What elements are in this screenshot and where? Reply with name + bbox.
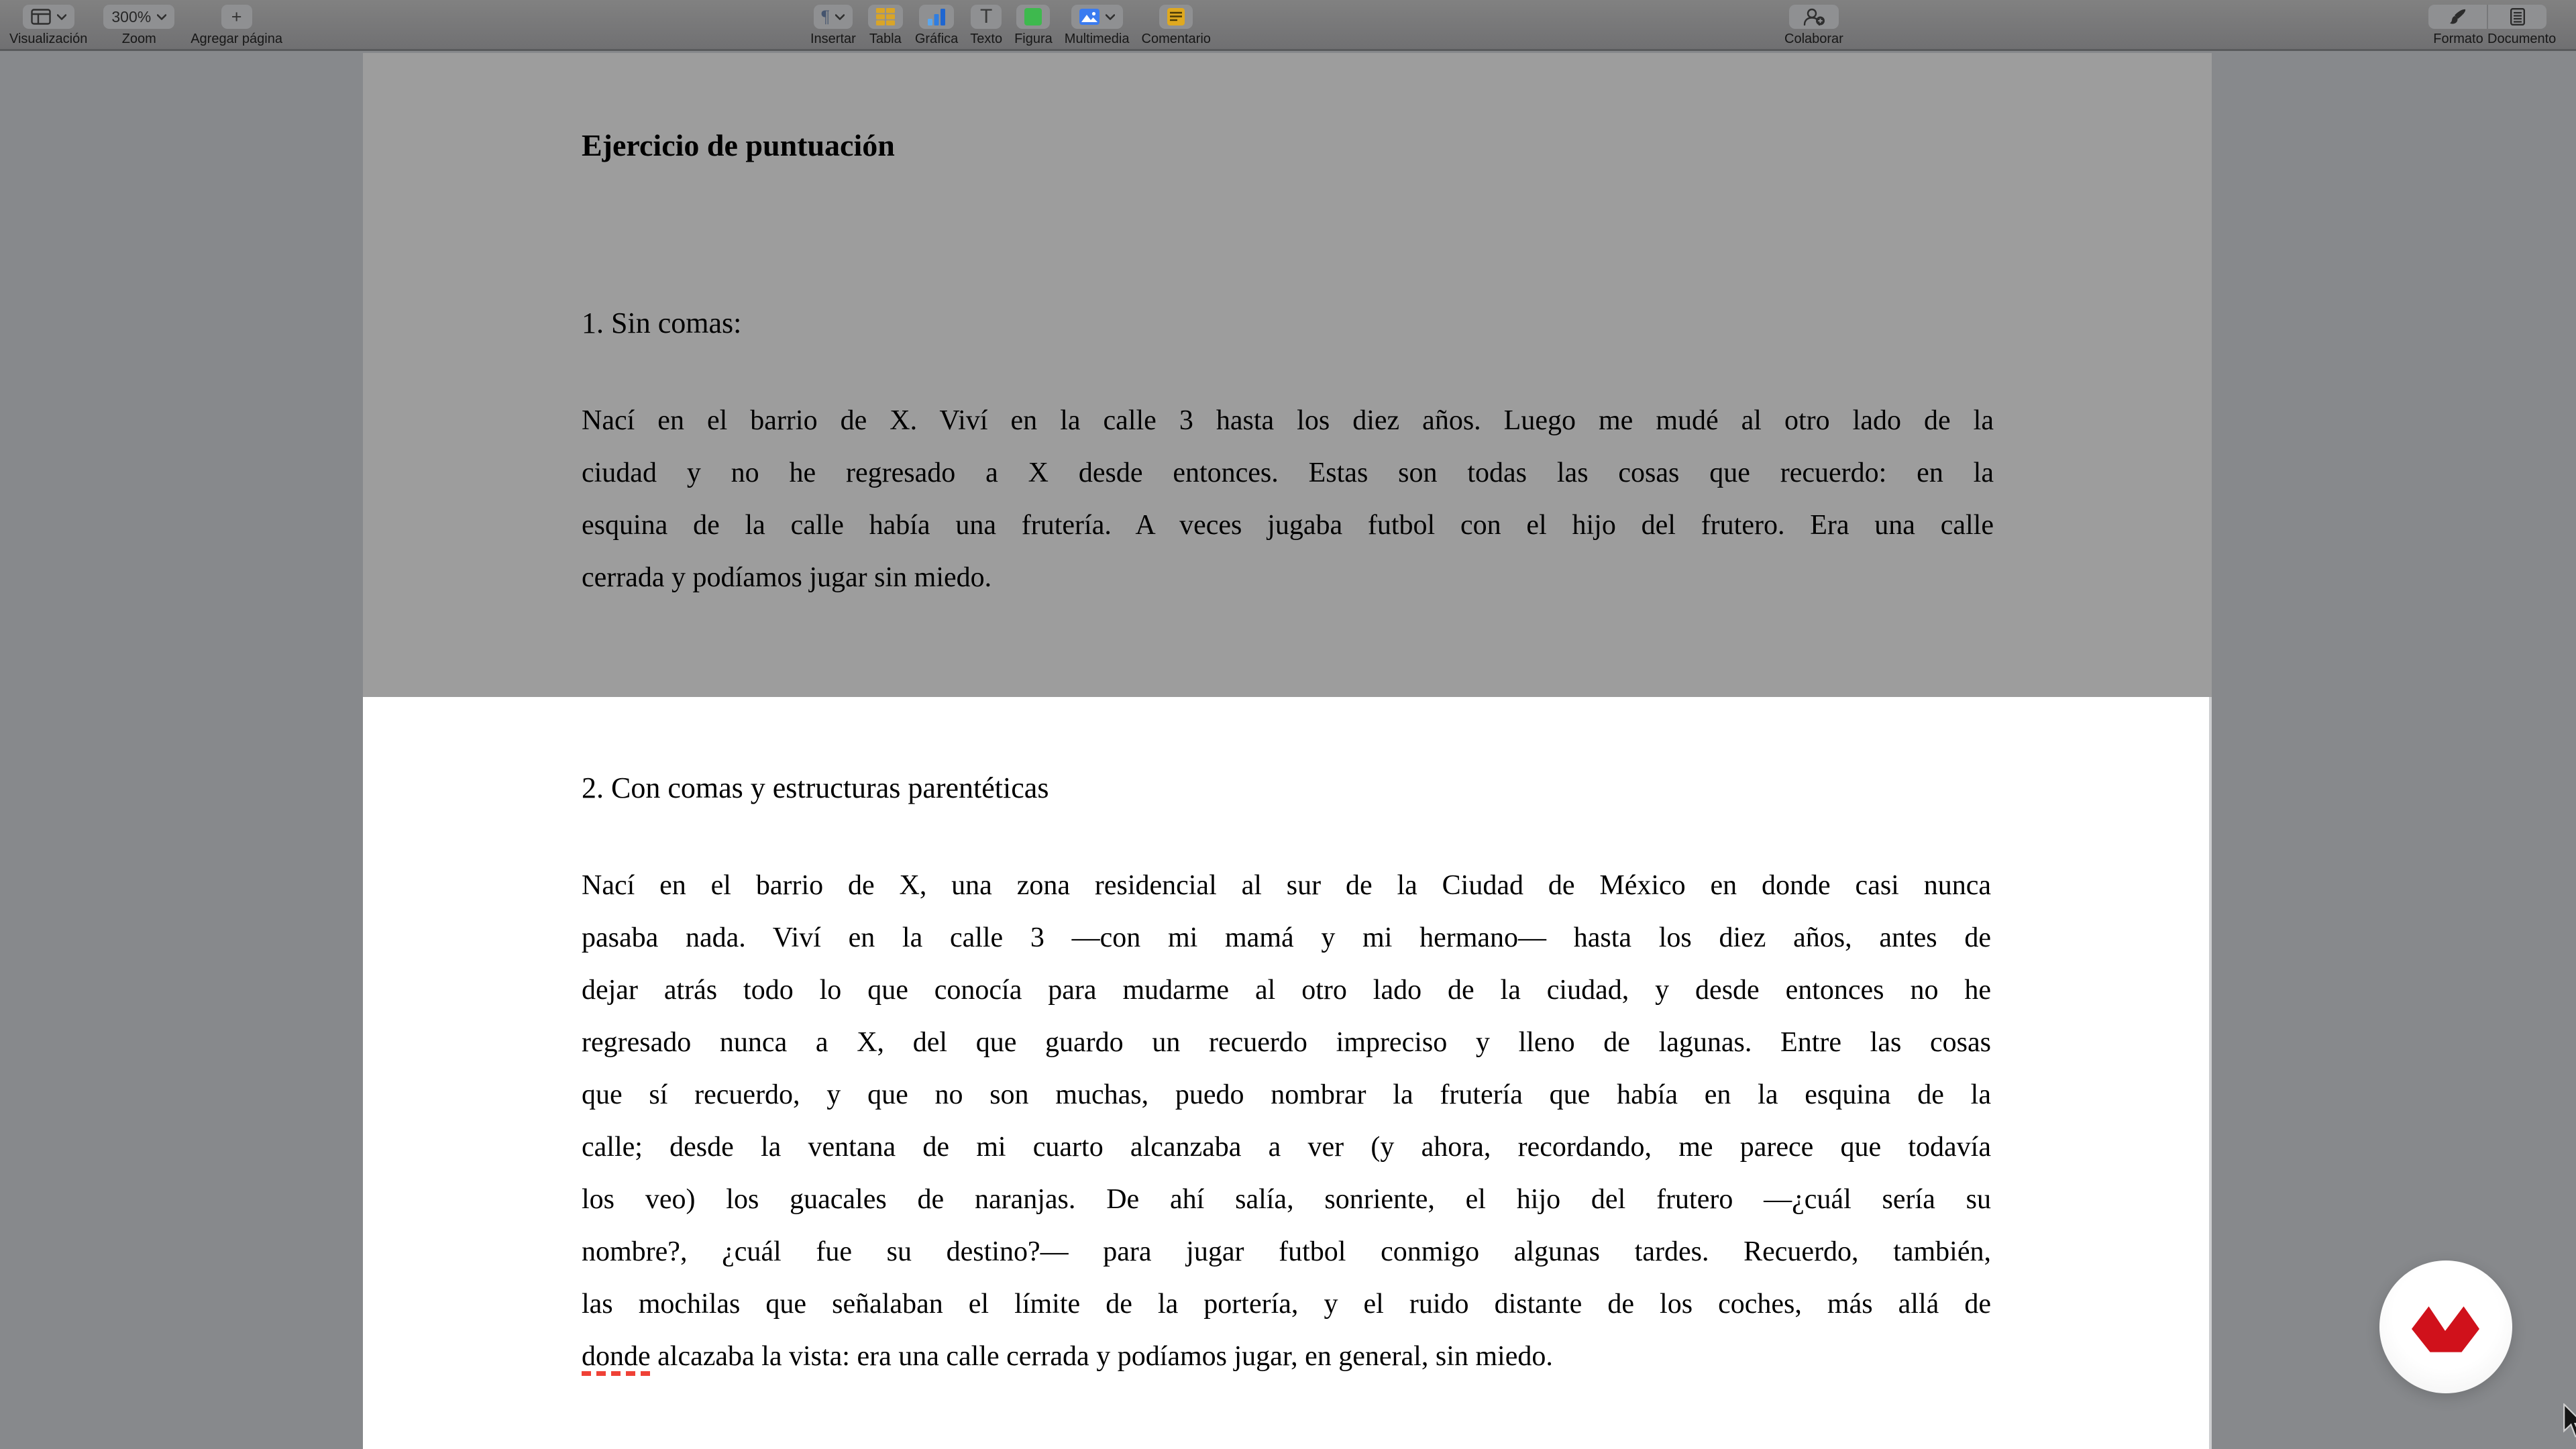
- text-line[interactable]: dejar atrás todo lo que conocía para mudarme al otro lado de la ciudad, y desde entonces no he: [582, 975, 1991, 1006]
- format-document-segmented-control: [2428, 5, 2546, 29]
- toolbar-item-panels: [2428, 5, 2557, 47]
- toolbar-item-texto: [970, 5, 1002, 46]
- toolbar-item-zoom: [103, 5, 174, 46]
- floating-logo-button[interactable]: [2379, 1260, 2512, 1393]
- text-line[interactable]: las mochilas que señalaban el límite de la portería, y el ruido distante de los coches, más allá de: [582, 1289, 1991, 1320]
- grafica-label: Gráfica: [914, 32, 959, 46]
- toolbar-item-tabla: [868, 5, 903, 46]
- chevron-down-icon: [57, 14, 66, 20]
- zoom-label: Zoom: [121, 32, 156, 46]
- chevron-down-icon: [1106, 14, 1115, 20]
- visualizacion-label: Visualización: [9, 32, 88, 46]
- toolbar-item-grafica: [915, 5, 958, 46]
- paragraph-2[interactable]: [582, 859, 1991, 1330]
- document-title[interactable]: Ejercicio de puntuación: [582, 128, 895, 162]
- document-button[interactable]: [2488, 5, 2546, 29]
- insert-button[interactable]: [814, 5, 853, 29]
- document-icon: [2510, 8, 2525, 25]
- add-page-button[interactable]: [221, 5, 252, 29]
- last-line-rest[interactable]: alcazaba la vista: era una calle cerrada y podíamos jugar, en general, sin miedo.: [650, 1341, 1553, 1372]
- toolbar-item-multimedia: [1065, 5, 1130, 46]
- text-line[interactable]: ciudad y no he regresado a X desde entonces. Estas son todas las cosas que recuerdo: en la: [582, 458, 1994, 488]
- toolbar-item-figura: [1014, 5, 1053, 46]
- multimedia-label: Multimedia: [1064, 32, 1130, 46]
- text-line[interactable]: Nací en el barrio de X, una zona residencial al sur de la Ciudad de México en donde casi nunca: [582, 870, 1991, 901]
- page-2: [363, 697, 2212, 1449]
- collaborate-person-icon: [1803, 8, 1825, 25]
- toolbar-collaborate-group: [1784, 5, 1843, 46]
- toolbar-item-comentario: [1142, 5, 1211, 46]
- red-chevron-logo-icon: [2412, 1306, 2480, 1353]
- text-line[interactable]: nombre?, ¿cuál fue su destino?— para jugar futbol conmigo algunas tardes. Recuerdo, también,: [582, 1236, 1991, 1267]
- toolbar-right-group: [2428, 5, 2557, 47]
- text-line[interactable]: Nací en el barrio de X. Viví en la calle 3 hasta los diez años. Luego me mudé al otro lado de la: [582, 405, 1994, 436]
- text-line[interactable]: los veo) los guacales de naranjas. De ahí salía, sonriente, el hijo del frutero —¿cuál sería su: [582, 1184, 1991, 1215]
- document-canvas: [0, 53, 2576, 1449]
- figura-label: Figura: [1014, 32, 1053, 46]
- panel-labels: [2429, 32, 2557, 47]
- text-line[interactable]: esquina de la calle había una frutería. A veces jugaba futbol con el hijo del frutero. Era una calle: [582, 510, 1994, 541]
- table-icon: [876, 8, 895, 25]
- text-line[interactable]: pasaba nada. Viví en la calle 3 —con mi mamá y mi hermano— hasta los diez años, antes de: [582, 922, 1991, 953]
- toolbar-item-insertar: [810, 5, 856, 46]
- text-icon: T: [980, 5, 993, 28]
- toolbar-item-colaborar: [1784, 5, 1843, 46]
- paragraph-2-last-line[interactable]: [582, 1330, 1991, 1383]
- visualizacion-button[interactable]: [23, 5, 74, 29]
- mouse-cursor: [2563, 1403, 2576, 1438]
- chevron-down-icon: [157, 14, 166, 20]
- text-line[interactable]: cerrada y podíamos jugar sin miedo.: [582, 562, 992, 593]
- chevron-down-icon: [835, 14, 845, 20]
- text-line[interactable]: regresado nunca a X, del que guardo un recuerdo impreciso y lleno de lagunas. Entre las cosas: [582, 1027, 1991, 1058]
- toolbar: [0, 0, 2576, 51]
- table-button[interactable]: [868, 5, 903, 29]
- media-photo-icon: [1079, 9, 1099, 25]
- misspelled-word[interactable]: donde: [582, 1341, 651, 1372]
- view-layout-icon: [31, 9, 51, 25]
- plus-icon: +: [231, 6, 242, 27]
- text-line[interactable]: calle; desde la ventana de mi cuarto alcanzaba a ver (y ahora, recordando, me parece que todavía: [582, 1132, 1991, 1163]
- chart-button[interactable]: [919, 5, 954, 29]
- section-1-heading[interactable]: 1. Sin comas:: [582, 307, 742, 339]
- toolbar-item-agregar-pagina: [191, 5, 282, 46]
- agregar-pagina-label: Agregar página: [191, 32, 282, 46]
- colaborar-label: Colaborar: [1784, 32, 1843, 46]
- documento-label: Documento: [2487, 32, 2557, 46]
- toolbar-center-group: [810, 5, 1211, 46]
- comentario-label: Comentario: [1141, 32, 1211, 46]
- zoom-button[interactable]: [103, 5, 174, 29]
- media-button[interactable]: [1071, 5, 1123, 29]
- text-box-button[interactable]: [971, 5, 1002, 29]
- shape-square-icon: [1024, 8, 1042, 25]
- zoom-value: 300%: [111, 7, 152, 25]
- toolbar-left-group: [9, 5, 282, 46]
- toolbar-item-visualizacion: [9, 5, 87, 46]
- formato-label: Formato: [2433, 32, 2483, 46]
- section-2-heading[interactable]: 2. Con comas y estructuras parentéticas: [582, 771, 1049, 804]
- tabla-label: Tabla: [869, 32, 902, 46]
- format-button[interactable]: [2428, 5, 2487, 29]
- texto-label: Texto: [970, 32, 1003, 46]
- collaborate-button[interactable]: [1789, 5, 1839, 29]
- bar-chart-icon: [927, 8, 946, 25]
- comment-icon: [1167, 8, 1185, 25]
- text-line[interactable]: que sí recuerdo, y que no son muchas, puedo nombrar la frutería que había en la esquina de la: [582, 1079, 1991, 1110]
- comment-button[interactable]: [1159, 5, 1193, 29]
- page-1-dimmed: [363, 53, 2212, 697]
- format-brush-icon: [2449, 8, 2467, 25]
- shape-button[interactable]: [1016, 5, 1050, 29]
- insertar-label: Insertar: [810, 32, 856, 46]
- paragraph-1[interactable]: [582, 394, 1994, 604]
- pilcrow-icon: ¶: [821, 7, 830, 26]
